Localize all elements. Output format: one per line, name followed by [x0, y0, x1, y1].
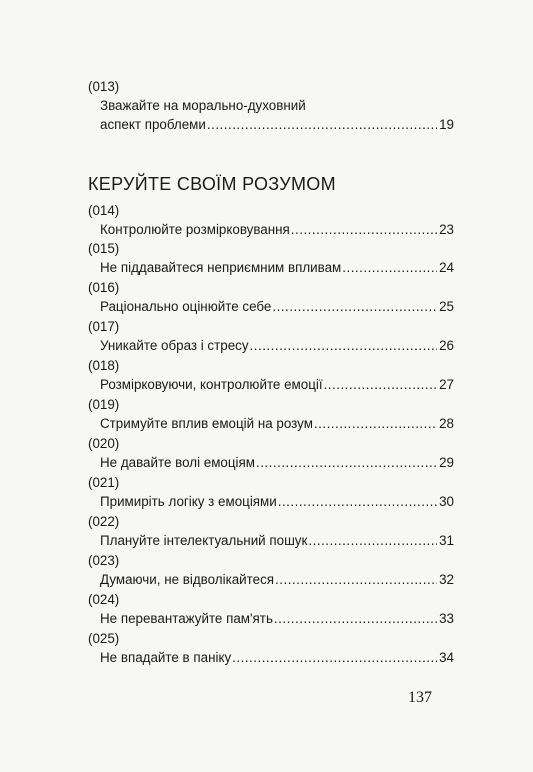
entry-number: (022)	[88, 514, 120, 529]
toc-entry	[88, 395, 454, 433]
entry-title-row	[100, 336, 454, 355]
dot-leader	[250, 336, 438, 355]
entry-page-number: 28	[439, 416, 454, 431]
entry-page-number: 26	[439, 338, 454, 353]
toc-entry	[88, 551, 454, 589]
toc-entry	[88, 201, 454, 239]
dot-leader	[272, 297, 437, 316]
entry-title-line-2: аспект проблеми	[100, 117, 206, 132]
dot-leader	[324, 375, 438, 394]
entry-title-row	[100, 375, 454, 394]
entry-title: Думаючи, не відволікайтеся	[100, 572, 275, 587]
entry-number: (014)	[88, 203, 120, 218]
dot-leader	[314, 414, 437, 433]
entry-title: Примиріть логіку з емоціями	[100, 494, 277, 509]
toc-entry	[88, 317, 454, 355]
entry-number: (021)	[88, 475, 120, 490]
entry-title-row	[100, 258, 454, 277]
entry-title-line-1: Зважайте на морально-духовний	[100, 98, 306, 113]
entry-title: Не піддавайтеся неприємним впливам	[100, 260, 342, 275]
entry-number: (016)	[88, 280, 120, 295]
entry-title: Розмірковуючи, контролюйте емоції	[100, 377, 323, 392]
dot-leader	[274, 609, 437, 628]
toc-entry	[88, 434, 454, 472]
entry-number: (019)	[88, 397, 120, 412]
entry-title-row	[100, 453, 454, 472]
toc-entry	[88, 512, 454, 550]
dot-leader	[207, 115, 437, 134]
entry-title: Стримуйте вплив емоцій на розум	[100, 416, 313, 431]
entry-number: (018)	[88, 358, 120, 373]
entry-page-number: 34	[439, 650, 454, 665]
toc-entry	[88, 629, 454, 667]
entry-page-number: 19	[439, 117, 454, 132]
entry-title-row	[100, 115, 454, 134]
toc-entry	[88, 590, 454, 628]
entry-title-row	[100, 648, 454, 667]
dot-leader	[275, 570, 437, 589]
entry-number: (015)	[88, 241, 120, 256]
entry-page-number: 33	[439, 611, 454, 626]
dot-leader	[278, 492, 437, 511]
entry-title: Не перевантажуйте пам'ять	[100, 611, 273, 626]
toc-entry	[88, 356, 454, 394]
entry-title: Плануйте інтелектуальний пошук	[100, 533, 308, 548]
entry-title-row	[100, 220, 454, 239]
entry-number: (024)	[88, 592, 120, 607]
toc-entry	[88, 473, 454, 511]
entry-page-number: 27	[439, 377, 454, 392]
entry-title: Раціонально оцінюйте себе	[100, 299, 272, 314]
entry-title-row	[100, 531, 454, 550]
entry-page-number: 24	[439, 260, 454, 275]
dot-leader	[308, 531, 437, 550]
entry-number: (023)	[88, 553, 120, 568]
entry-title-row	[100, 570, 454, 589]
entry-title-row	[100, 609, 454, 628]
dot-leader	[342, 258, 437, 277]
dot-leader	[291, 220, 437, 239]
entry-title-row	[100, 414, 454, 433]
dot-leader	[232, 648, 437, 667]
section-heading: КЕРУЙТЕ СВОЇМ РОЗУМОМ	[88, 174, 336, 194]
entry-page-number: 30	[439, 494, 454, 509]
entry-number: (020)	[88, 436, 120, 451]
entry-number: (017)	[88, 319, 120, 334]
entry-page-number: 25	[439, 299, 454, 314]
entry-title: Уникайте образ і стресу	[100, 338, 249, 353]
toc-entry	[88, 278, 454, 316]
entry-title-row	[100, 297, 454, 316]
toc-entry	[88, 239, 454, 277]
entry-title: Контролюйте розмірковування	[100, 222, 290, 237]
entry-title: Не впадайте в паніку	[100, 650, 232, 665]
entry-page-number: 31	[439, 533, 454, 548]
entry-page-number: 29	[439, 455, 454, 470]
entry-title: Не давайте волі емоціям	[100, 455, 255, 470]
entry-number: (025)	[88, 631, 120, 646]
page-number: 137	[408, 689, 432, 706]
toc-entry-013	[88, 77, 454, 134]
dot-leader	[256, 453, 437, 472]
entry-page-number: 32	[439, 572, 454, 587]
entry-title-row	[100, 492, 454, 511]
entry-page-number: 23	[439, 222, 454, 237]
entry-number: (013)	[88, 79, 120, 94]
